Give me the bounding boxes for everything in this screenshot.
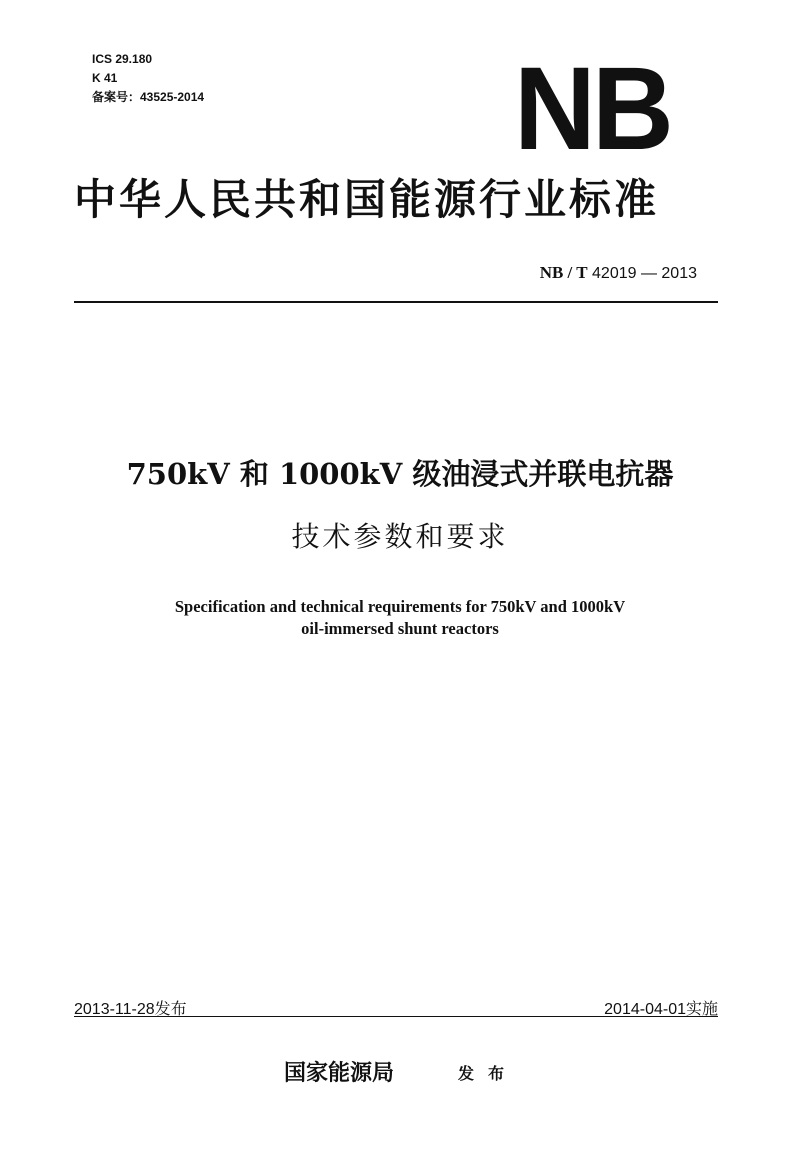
publish-label: 发布 [458,1064,519,1083]
standard-number [540,263,697,283]
filing-number: 备案号：43525-2014 [92,90,205,104]
document-title-en-line2: oil-immersed shunt reactors [301,619,499,638]
publisher-name: 国家能源局 [284,1061,395,1086]
implementation-date: 2014-04-01实施 [604,1001,718,1018]
class-code: K 41 [92,71,118,85]
issue-date: 2013-11-28发布 [74,1001,187,1018]
document-title-cn-line2: 技术参数和要求 [291,520,509,553]
document-title-en-line1: Specification and technical requirements for 750kV and 1000kV [174,597,626,616]
document-title-cn-line1: 750kV 和 1000kV 级油浸式并联电抗器 [126,457,674,491]
ics-code: ICS 29.180 [92,52,153,66]
standard-number-code: NB / T [539,263,588,282]
footer-divider [74,1016,718,1017]
standard-number-value: 42019 — 2013 [592,265,697,282]
standard-category-title: 中华人民共和国能源行业标准 [74,175,660,224]
header-divider [74,301,718,303]
nb-logo: NB [514,43,670,175]
classification-block [92,50,204,107]
